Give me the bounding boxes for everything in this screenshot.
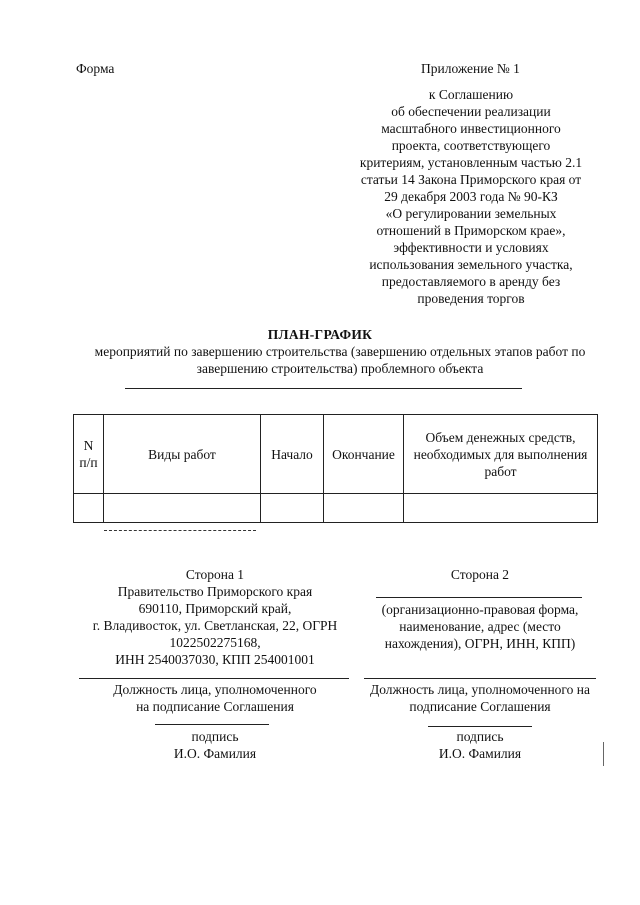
party1-name-label: И.О. Фамилия bbox=[173, 746, 257, 761]
party1-label: Сторона 1 bbox=[185, 567, 245, 582]
header-number-line: п/п bbox=[79, 455, 98, 470]
appendix-number: Приложение № 1 bbox=[421, 61, 520, 76]
party2-field-line: нахождения), ОГРН, ИНН, КПП) bbox=[384, 636, 576, 651]
plan-title: ПЛАН-ГРАФИК bbox=[267, 327, 373, 342]
table-row bbox=[74, 494, 598, 523]
form-label: Форма bbox=[76, 61, 115, 76]
party2-label: Сторона 2 bbox=[450, 567, 510, 582]
party2-field-line: (организационно-правовая форма, bbox=[381, 602, 579, 617]
party2-signature-label: подпись bbox=[456, 729, 504, 744]
party2-position-line-text: Должность лица, уполномоченного на bbox=[370, 682, 590, 697]
table-cell bbox=[404, 494, 598, 523]
header-funds-line: Объем денежных средств, bbox=[425, 429, 576, 445]
appendix-line: к Соглашению bbox=[428, 87, 514, 102]
party2-name-label: И.О. Фамилия bbox=[438, 746, 522, 761]
object-name-fill-line bbox=[125, 388, 522, 389]
party1-position-line-text: Должность лица, уполномоченного bbox=[113, 682, 317, 697]
footnote-separator bbox=[104, 530, 256, 531]
plan-subtitle-line: мероприятий по завершению строительства (завершению отдельных этапов работ по bbox=[94, 344, 586, 359]
party2-fill-line bbox=[376, 597, 582, 598]
party2-block bbox=[350, 566, 610, 583]
appendix-line: проекта, соответствующего bbox=[391, 138, 551, 153]
party2-fields bbox=[350, 601, 610, 652]
party1-line: 690110, Приморский край, bbox=[138, 601, 292, 616]
party2-field-line: наименование, адрес (место bbox=[399, 619, 561, 634]
appendix-line: 29 декабря 2003 года № 90-КЗ bbox=[384, 189, 558, 204]
header-funds-line: необходимых для выполнения bbox=[413, 446, 588, 462]
appendix-line: об обеспечении реализации bbox=[391, 104, 551, 119]
party1-position bbox=[70, 681, 360, 715]
party1-signature-line bbox=[155, 724, 269, 725]
header-number bbox=[74, 415, 104, 494]
party1-signature bbox=[70, 728, 360, 762]
appendix-line: отношений в Приморском крае», bbox=[376, 223, 566, 238]
table-cell bbox=[324, 494, 404, 523]
party2-position-line bbox=[364, 678, 596, 679]
party2-position-line-text: подписание Соглашения bbox=[409, 699, 551, 714]
appendix-description bbox=[340, 86, 602, 307]
header-works: Виды работ bbox=[104, 415, 261, 494]
appendix-line: эффективности и условиях bbox=[393, 240, 549, 255]
appendix-line: статьи 14 Закона Приморского края от bbox=[360, 172, 582, 187]
header-start: Начало bbox=[261, 415, 324, 494]
party1-position-line bbox=[79, 678, 349, 679]
appendix-line: «О регулировании земельных bbox=[385, 206, 557, 221]
party1-line: 1022502275168, bbox=[169, 635, 261, 650]
appendix-line: масштабного инвестиционного bbox=[381, 121, 561, 136]
party2-signature-line bbox=[428, 726, 532, 727]
table-cell bbox=[104, 494, 261, 523]
plan-subtitle bbox=[70, 343, 610, 377]
appendix-line: использования земельного участка, bbox=[369, 257, 573, 272]
party1-position-line-text: на подписание Соглашения bbox=[136, 699, 294, 714]
party2-position bbox=[350, 681, 610, 715]
appendix-line: предоставляемого в аренду без bbox=[381, 274, 561, 289]
table-cell bbox=[74, 494, 104, 523]
header-funds-line: работ bbox=[484, 463, 517, 479]
table-cell bbox=[261, 494, 324, 523]
header-funds bbox=[404, 415, 598, 494]
header-end: Окончание bbox=[324, 415, 404, 494]
party1-block bbox=[70, 566, 360, 668]
party1-line: г. Владивосток, ул. Светланская, 22, ОГРН bbox=[92, 618, 338, 633]
party2-signature bbox=[350, 728, 610, 762]
appendix-line: проведения торгов bbox=[417, 291, 525, 306]
plan-subtitle-line: завершению строительства) проблемного объекта bbox=[196, 361, 484, 376]
party1-signature-label: подпись bbox=[191, 729, 239, 744]
party1-line: Правительство Приморского края bbox=[117, 584, 313, 599]
header-number-line: N bbox=[83, 438, 94, 453]
appendix-line: критериям, установленным частью 2.1 bbox=[359, 155, 583, 170]
schedule-table bbox=[73, 414, 598, 523]
scan-edge-mark bbox=[603, 742, 604, 766]
table-header-row bbox=[74, 415, 598, 494]
party1-line: ИНН 2540037030, КПП 254001001 bbox=[115, 652, 315, 667]
